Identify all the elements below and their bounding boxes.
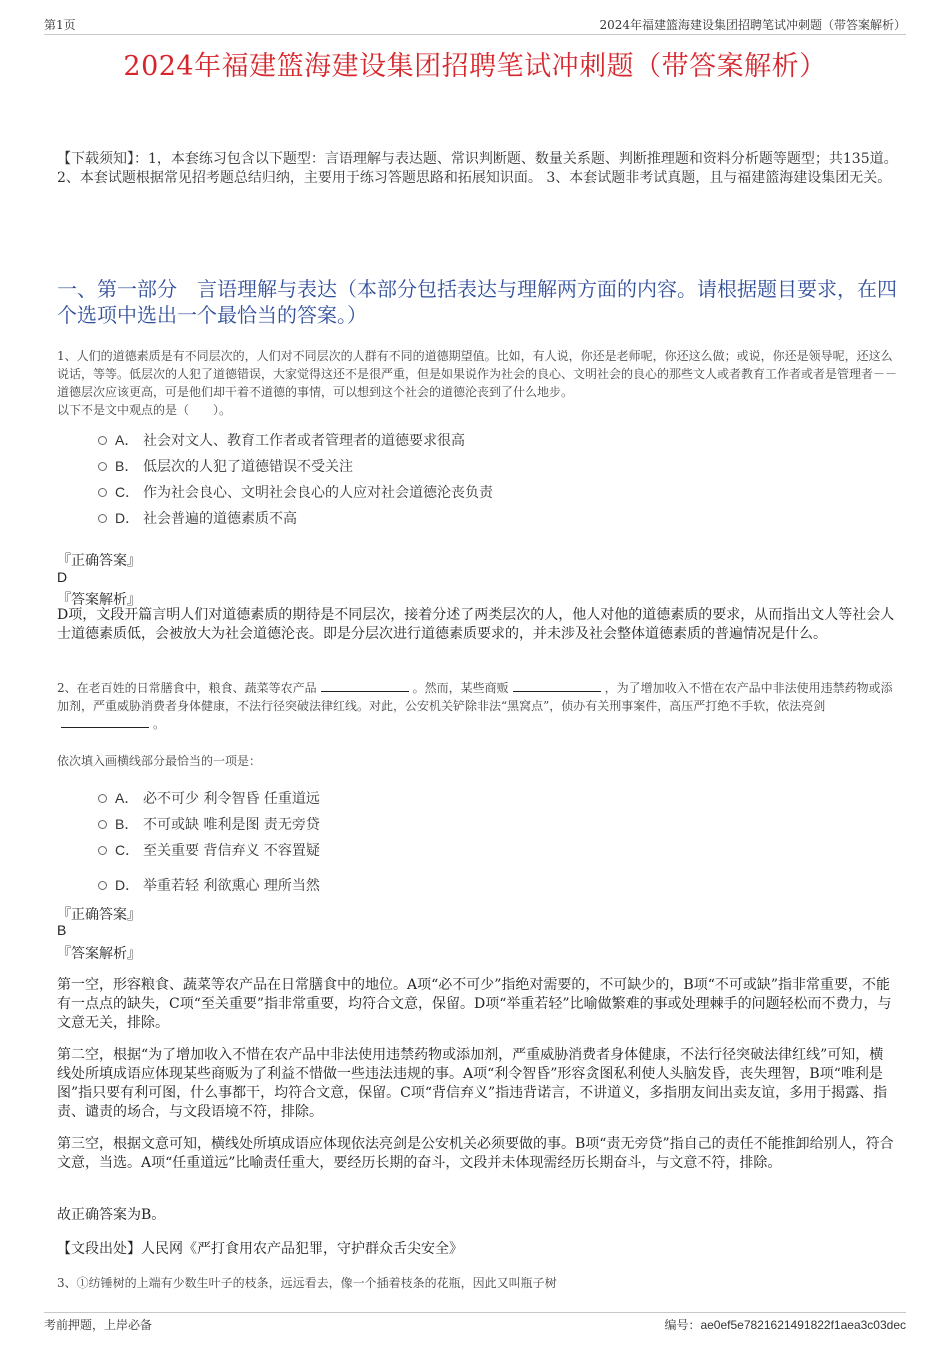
q1-ask: 以下不是文中观点的是（ ）。 <box>57 403 232 417</box>
radio-icon[interactable] <box>98 794 107 803</box>
radio-icon[interactable] <box>98 436 107 445</box>
q2-option-a[interactable]: A． 必不可少 利令智昏 任重道远 <box>98 789 320 808</box>
q1-option-c[interactable]: C． 作为社会良心、文明社会良心的人应对社会道德沦丧负责 <box>98 483 493 502</box>
q2-analysis-label: 『答案解析』 <box>57 946 141 962</box>
page-footer <box>44 1312 906 1332</box>
question-2-stem: 2、在老百姓的日常膳食中，粮食、蔬菜等农产品 。然而，某些商贩 ，为了增加收入不惜在农产品中非法使用违禁药物或添加剂，严重威胁消费者身体健康，不法行径突破法律红线。对此，公安机关铲除非法“黑窝点”，侦办有关刑事案件，高压严打绝不手软，依法亮剑。 <box>57 681 893 731</box>
q2-analysis-first-blank: 第一空，形容粮食、蔬菜等农产品在日常膳食中的地位。A项“必不可少”指绝对需要的，不可缺少的，B项“不可或缺”指非常重要，不能有一点点的缺失，C项“至关重要”指非常重要，均符合文意，保留。D项“举重若轻”比喻做繁难的事或处理棘手的问题轻松而不费力，与文意无关，排除。 <box>57 977 892 1031</box>
q1-option-b[interactable]: B． 低层次的人犯了道德错误不受关注 <box>98 457 353 476</box>
q2-answer: B <box>57 922 67 938</box>
radio-icon[interactable] <box>98 820 107 829</box>
document-title: 2024年福建篮海建设集团招聘笔试冲刺题（带答案解析） <box>123 51 827 82</box>
section-heading: 一、第一部分 言语理解与表达（本部分包括表达与理解两方面的内容。请根据题目要求，在四个选项中选出一个最恰当的答案。） <box>57 277 897 327</box>
header-doc-title: 2024年福建篮海建设集团招聘笔试冲刺题（带答案解析） <box>599 18 906 32</box>
q2-ask: 依次填入画横线部分最恰当的一项是： <box>57 754 262 768</box>
fill-blank-2[interactable] <box>513 680 601 692</box>
q1-option-a[interactable]: A． 社会对文人、教育工作者或者管理者的道德要求很高 <box>98 431 465 450</box>
page-number: 第1页 <box>44 18 76 32</box>
radio-icon[interactable] <box>98 462 107 471</box>
q2-option-d[interactable]: D． 举重若轻 利欲熏心 理所当然 <box>98 876 320 895</box>
q2-option-c[interactable]: C． 至关重要 背信弃义 不容置疑 <box>98 841 320 860</box>
q2-analysis-third-blank: 第三空，根据文意可知，横线处所填成语应体现依法亮剑是公安机关必须要做的事。B项“责无旁贷”指自己的责任不能推卸给别人，符合文意，当选。A项“任重道远”比喻责任重大，要经历长期的奋斗，文段并未体现需经历长期奋斗，与文意不符，排除。 <box>57 1136 894 1171</box>
radio-icon[interactable] <box>98 488 107 497</box>
q1-analysis: D项，文段开篇言明人们对道德素质的期待是不同层次，接着分述了两类层次的人，他人对他的道德素质的要求，从而指出文人等社会人士道德素质低，会被放大为社会道德沦丧。即是分层次进行道德素质要求的，并未涉及社会整体道德素质的普遍情况是什么。 <box>57 607 895 642</box>
q1-answer-label: 『正确答案』 <box>57 553 141 569</box>
footer-slogan: 考前押题，上岸必备 <box>44 1318 153 1332</box>
q2-conclusion: 故正确答案为B。 <box>57 1207 166 1223</box>
q2-analysis-second-blank: 第二空，根据“为了增加收入不惜在农产品中非法使用违禁药物或添加剂，严重威胁消费者身体健康，不法行径突破法律红线”可知，横线处所填成语应体现某些商贩为了利益不惜做一些违法违规的事。A项“利令智昏”形容贪图私利使人头脑发昏，丧失理智，B项“唯利是图”指只要有利可图，什么事都干，均符合文意，保留。C项“背信弃义”指违背诺言，不讲道义，多指朋友间出卖友谊，多用于揭露、指责、谴责的场合，与文段语境不符，排除。 <box>57 1047 888 1120</box>
question-1-stem <box>57 347 902 419</box>
q1-passage: 1、人们的道德素质是有不同层次的，人们对不同层次的人群有不同的道德期望值。比如，有人说，你还是老师呢，你还这么做；或说，你还是领导呢，还这么说话，等等。低层次的人犯了道德错误，大家觉得这还不是很严重，但是如果说作为社会的良心、文明社会的良心的那些文人或者教育工作者或者是管理者－－道德层次应该更高，可是他们却干着不道德的事情，可以想到这个社会的道德沦丧到了什么地步。 <box>57 349 898 399</box>
q2-option-b[interactable]: B． 不可或缺 唯利是图 责无旁贷 <box>98 815 320 834</box>
radio-icon[interactable] <box>98 881 107 890</box>
fill-blank-3[interactable] <box>61 716 149 728</box>
q2-answer-label: 『正确答案』 <box>57 907 141 923</box>
fill-blank-1[interactable] <box>321 680 409 692</box>
download-notice: 【下载须知】：1，本套练习包含以下题型：言语理解与表达题、常识判断题、数量关系题、判断推理题和资料分析题等题型；共135道。 2、本套试题根据常见招考题总结归纳，主要用于练习答题思路和拓展知识面。 3、本套试题非考试真题，且与福建篮海建设集团无关。 <box>57 151 898 186</box>
q2-source: 【文段出处】人民网《严打食用农产品犯罪，守护群众舌尖安全》 <box>57 1241 463 1257</box>
q1-analysis-label: 『答案解析』 <box>57 592 141 608</box>
q1-answer: D <box>57 569 68 585</box>
question-3-stem: 3、①纺锤树的上端有少数生叶子的枝条，远远看去，像一个插着枝条的花瓶，因此又叫瓶子树 <box>57 1276 557 1290</box>
page-header <box>44 14 906 35</box>
footer-code: 编号：ae0ef5e7821621491822f1aea3c03dec <box>664 1318 906 1332</box>
q1-option-d[interactable]: D． 社会普遍的道德素质不高 <box>98 509 297 528</box>
radio-icon[interactable] <box>98 514 107 523</box>
radio-icon[interactable] <box>98 846 107 855</box>
